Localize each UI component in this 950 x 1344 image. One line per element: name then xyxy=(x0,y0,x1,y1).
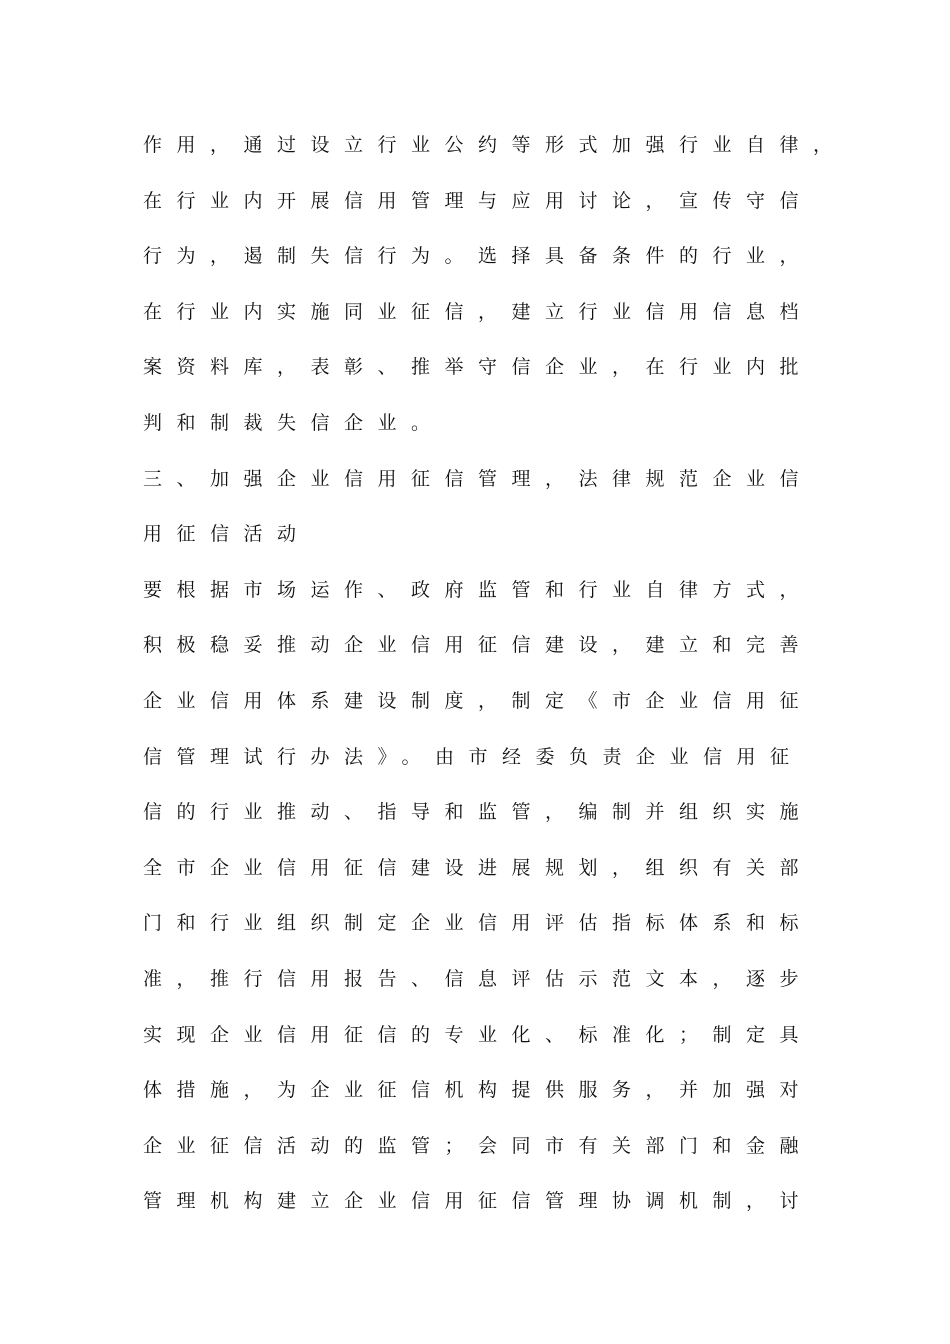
text-line: 行为，遏制失信行为。选择具备条件的行业， xyxy=(143,245,814,268)
body-text xyxy=(143,127,847,1239)
text-line: 作用，通过设立行业公约等形式加强行业自律， xyxy=(143,134,847,156)
text-line: 信管理试行办法》。由市经委负责企业信用征 xyxy=(143,745,804,768)
text-line: 全市企业信用征信建设进展规划，组织有关部 xyxy=(143,856,814,879)
text-line: 体措施，为企业征信机构提供服务，并加强对 xyxy=(143,1079,814,1102)
text-line: 企业征信活动的监管；会同市有关部门和金融 xyxy=(143,1134,814,1157)
text-line: 管理机构建立企业信用征信管理协调机制，讨 xyxy=(143,1190,814,1213)
text-line: 在行业内开展信用管理与应用讨论，宣传守信 xyxy=(143,189,814,212)
text-line: 企业信用体系建设制度，制定《市企业信用征 xyxy=(143,689,814,712)
text-line: 判和制裁失信企业。 xyxy=(143,411,445,434)
section-heading: 三、加强企业信用征信管理，法律规范企业信 xyxy=(143,467,814,490)
text-line: 在行业内实施同业征信，建立行业信用信息档 xyxy=(143,300,814,323)
text-line: 信的行业推动、指导和监管，编制并组织实施 xyxy=(143,801,814,824)
text-line: 准，推行信用报告、信息评估示范文本，逐步 xyxy=(143,967,814,990)
text-line: 案资料库，表彰、推举守信企业，在行业内批 xyxy=(143,356,814,379)
text-line: 门和行业组织制定企业信用评估指标体系和标 xyxy=(143,912,814,935)
text-line: 积极稳妥推动企业信用征信建设，建立和完善 xyxy=(143,634,814,657)
text-line: 要根据市场运作、政府监管和行业自律方式， xyxy=(143,578,814,601)
section-heading: 用征信活动 xyxy=(143,523,311,546)
text-line: 实现企业信用征信的专业化、标准化；制定具 xyxy=(143,1023,814,1046)
